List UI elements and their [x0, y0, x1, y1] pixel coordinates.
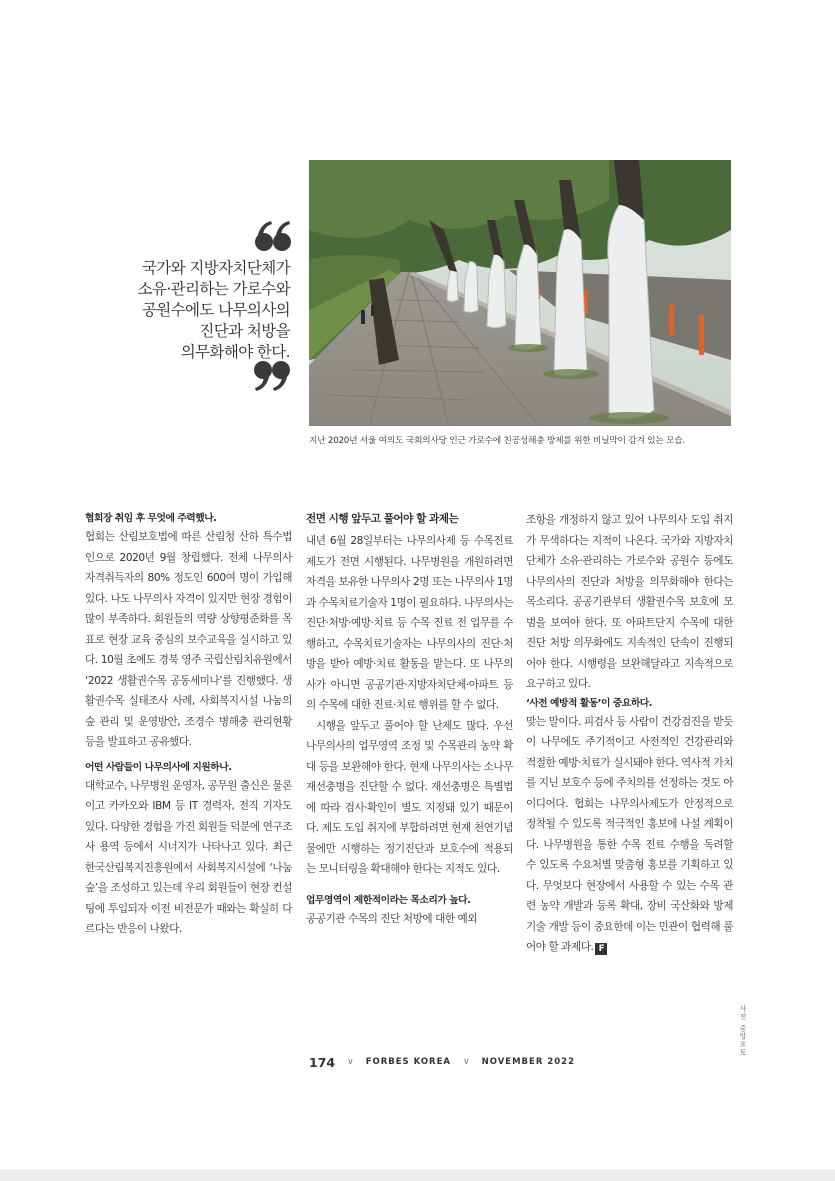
interview-question: ‘사전 예방적 활동’이 중요하다.: [526, 697, 652, 709]
pull-quote: [100, 258, 290, 363]
interview-question: 업무영역이 제한적이라는 목소리가 높다.: [306, 894, 471, 906]
article-column-3: [526, 510, 733, 958]
page-footer: [309, 1054, 575, 1070]
open-quote-icon: [253, 218, 293, 254]
section-heading: 전면 시행 앞두고 풀어야 할 과제는: [306, 513, 459, 525]
interview-answer: 조항을 개정하지 않고 있어 나무의사 도입 취지가 무색하다는 지적이 나온다. 국가와 지방자치단체가 소유·관리하는 가로수와 공원수 등에도 나무의사의 진단과 처방을 의무화해야 한다는 목소리다. 공공기관부터 생활권수목 보호에 모범을 보여야 한다. 또 아파트단지 수목에 대한 진단 처방 의무화에도 지속적인 단속이 진행되어야 한다. 시행령을 보완해달라고 지속적으로 요구하고 있다.: [526, 514, 733, 690]
pull-quote-line: 소유·관리하는 가로수와: [137, 280, 290, 298]
pull-quote-line: 의무화해야 한다.: [180, 343, 290, 361]
photo-caption: 지난 2020년 서울 여의도 국회의사당 인근 가로수에 친공성해충 방제를 위한 비닐막이 감겨 있는 모습.: [309, 436, 685, 446]
page-number: 174: [309, 1054, 336, 1070]
separator-icon: ∨: [347, 1057, 354, 1067]
interview-answer: 협회는 산림보호법에 따른 산림청 산하 특수법인으로 2020년 9월 창립했다. 전체 나무의사 자격취득자의 80% 정도인 600여 명이 가입해 있다. 나도 나무의사 자격이 있지만 현장 경험이 많이 부족하다. 회원들의 역량 상향평준화를 목표로 현장 교육 중심의 보수교육을 실시하고 있다. 10월 초에도 경북 영주 국립산림치유원에서 ‘2022 생활권수목 공동세미나’를 진행했다. 생활권수목 실태조사 사례, 사회복지시설 나눔의 숲 관리 및 운영방안, 조경수 병해충 관리현황 등을 발표하고 공유했다.: [85, 531, 292, 748]
interview-answer: 시행을 앞두고 풀어야 할 난제도 많다. 우선 나무의사의 업무영역 조정 및 수목관리 농약 확대 등을 보완해야 한다. 현재 나무의사는 소나무재선충병을 진단할 수 없다. 재선충병은 특별법에 따라 검사·확인이 별도 지정돼 있기 때문이다. 제도 도입 취지에 부합하려면 현재 천연기념물에만 시행하는 정기진단과 보호수에 적용되는 모니터링을 확대해야 한다는 지적도 있다.: [306, 719, 513, 875]
article-column-2: [306, 510, 513, 929]
interview-question: 협회장 취임 후 무엇에 주력했나.: [85, 513, 217, 524]
interview-answer: 대학교수, 나무병원 운영자, 공무원 출신은 물론이고 카카오와 IBM 등 IT 경력자, 전직 기자도 있다. 다양한 경험을 가진 회원들 덕분에 연구조사 용역 등에서 시너지가 나타나고 있다. 최근 한국산림복지진흥원에서 사회복지시설에 ‘나눔숲’을 조성하고 있는데 우리 회원들이 현장 컨설팅에 투입되자 이전 비전문가 때와는 확실히 다르다는 반응이 나왔다.: [85, 779, 292, 935]
page-edge-shadow: [0, 1169, 835, 1181]
pull-quote-line: 국가와 지방자치단체가: [141, 259, 290, 277]
separator-icon: ∨: [463, 1057, 470, 1067]
photo-credit: 사진 중앙포토: [739, 1005, 747, 1057]
answer-text: 맞는 말이다. 피검사 등 사람이 건강검진을 받듯이 나무에도 주기적이고 사전적인 건강관리와 적절한 예방·치료가 실시돼야 한다. 역사적 가치를 지닌 보호수 등에 주치의를 선정하는 것도 아이디어다. 협회는 나무의사제도가 안정적으로 정착될 수 있도록 적극적인 홍보에 나설 계획이다. 나무병원을 통한 수목 진료 수행을 독려할 수 있도록 수요처별 맞춤형 홍보를 기획하고 있다. 무엇보다 현장에서 사용할 수 있는 수목 관련 농약 개발과 등록 확대, 장비 국산화와 방제 기술 개발 등이 중요한데 이는 민관이 협력해 풀어야 할 과제다.: [526, 715, 733, 953]
interview-answer: [526, 712, 733, 958]
interview-answer: 내년 6월 28일부터는 나무의사제 등 수목진료제도가 전면 시행된다. 나무병원을 개원하려면 자격을 보유한 나무의사 2명 또는 나무의사 1명과 수목치료기술자 1명이 필요하다. 나무의사는 진단·처방·예방·치료 등 수목 진료 전 업무를 수행하고, 수목치료기술자는 나무의사의 진단·처방을 받아 예방·치료 활동을 맡는다. 또 나무의사가 아니면 공공기관·지방자치단체·아파트 등의 수목에 대한 진료·치료 행위를 할 수 없다.: [306, 535, 513, 711]
pull-quote-line: 공원수에도 나무의사의: [141, 301, 290, 319]
interview-question: 어떤 사람들이 나무의사에 지원하나.: [85, 761, 232, 773]
pull-quote-line: 진단과 처방을: [199, 322, 290, 340]
article-column-1: [85, 510, 292, 940]
issue-date: NOVEMBER 2022: [481, 1057, 575, 1067]
interview-answer: 공공기관 수목의 진단 처방에 대한 예외: [306, 912, 478, 925]
magazine-name: FORBES KOREA: [365, 1057, 451, 1067]
end-mark-icon: F: [595, 943, 607, 955]
street-trees-photo: [309, 160, 731, 426]
close-quote-icon: [252, 358, 292, 394]
